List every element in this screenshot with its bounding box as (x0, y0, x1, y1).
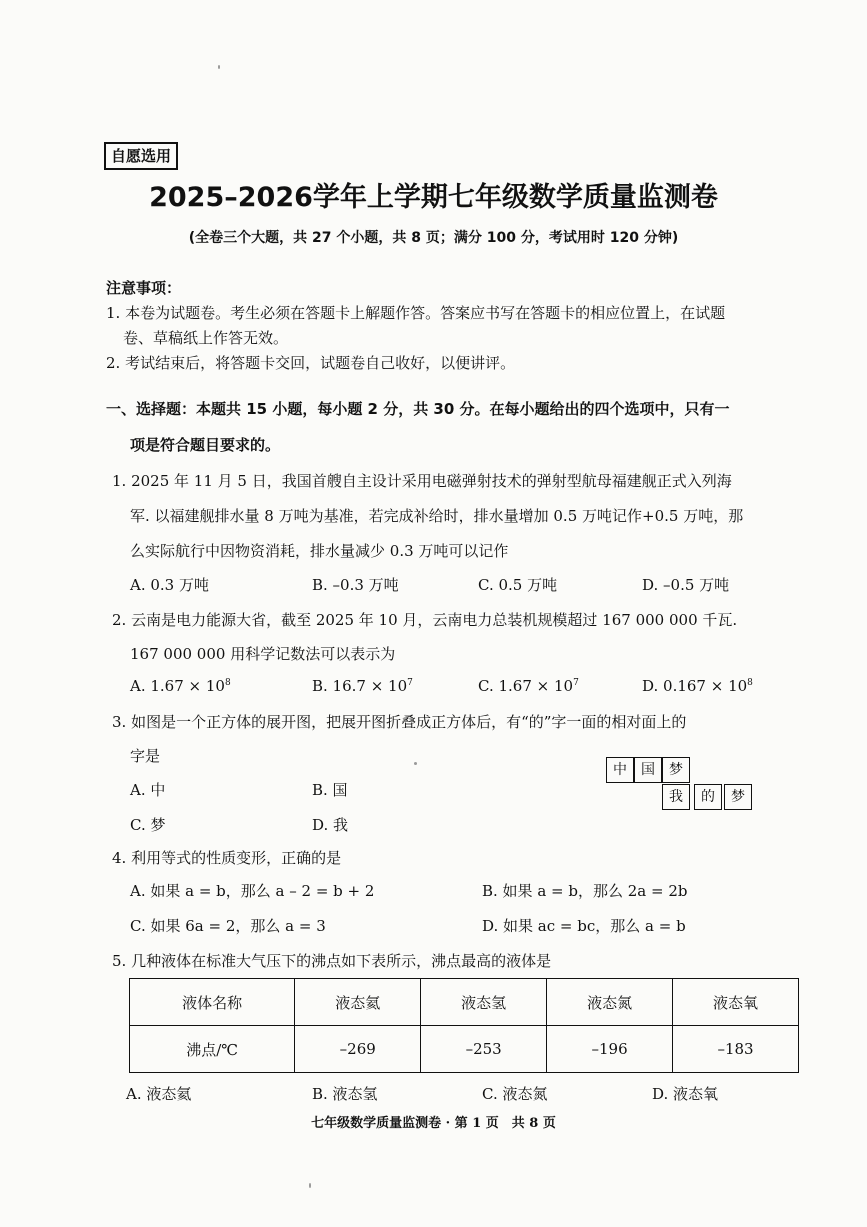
exam-subtitle: (全卷三个大题，共 27 个小题，共 8 页；满分 100 分，考试用时 120 分钟) (188, 230, 679, 246)
scan-speck (414, 762, 417, 765)
table-row (130, 1026, 799, 1073)
table-cell: 沸点/℃ (130, 1026, 295, 1073)
net-cell-3: 梦 (662, 757, 690, 783)
exam-title: 2025–2026学年上学期七年级数学质量监测卷 (149, 182, 718, 213)
notice-item-2: 2. 考试结束后，将答题卡交回，试题卷自己收好，以便讲评。 (106, 354, 516, 372)
boiling-point-table (129, 978, 799, 1073)
q4-option-c: C. 如果 6a = 2，那么 a = 3 (130, 917, 326, 935)
q4-line: 4. 利用等式的性质变形，正确的是 (112, 849, 342, 867)
q5-option-b: B. 液态氢 (312, 1085, 378, 1103)
notice-item-1-cont: 卷、草稿纸上作答无效。 (123, 329, 289, 347)
table-cell: –269 (295, 1026, 421, 1073)
table-header-row (130, 979, 799, 1026)
q1-option-b: B. –0.3 万吨 (312, 576, 399, 594)
q3-option-d: D. 我 (312, 816, 349, 834)
net-cell-2: 国 (634, 757, 662, 783)
net-cell-4: 我 (662, 784, 690, 810)
scan-speck (309, 1183, 311, 1188)
q1-option-d: D. –0.5 万吨 (642, 576, 730, 594)
q5-line: 5. 几种液体在标准大气压下的沸点如下表所示，沸点最高的液体是 (112, 952, 552, 970)
table-cell: –253 (421, 1026, 547, 1073)
q1-line-1: 1. 2025 年 11 月 5 日，我国首艘自主设计采用电磁弹射技术的弹射型航母福建舰正式入列海 (112, 472, 732, 490)
q3-option-b: B. 国 (312, 781, 348, 799)
optional-tag: 自愿选用 (104, 142, 178, 170)
table-cell: 液体名称 (130, 979, 295, 1026)
q4-option-b: B. 如果 a = b，那么 2a = 2b (482, 882, 688, 900)
table-cell: 液态氧 (673, 979, 799, 1026)
q4-option-a: A. 如果 a = b，那么 a – 2 = b + 2 (130, 882, 375, 900)
q1-option-c: C. 0.5 万吨 (478, 576, 558, 594)
notice-heading: 注意事项： (106, 279, 182, 297)
q2-option-c: C. $1.67 \times 10^7$ (478, 677, 579, 695)
table-cell: 液态氮 (547, 979, 673, 1026)
table-cell: 液态氢 (421, 979, 547, 1026)
q2-option-d: D. $0.167 \times 10^8$ (642, 677, 753, 695)
q3-option-c: C. 梦 (130, 816, 166, 834)
q1-option-a: A. 0.3 万吨 (130, 576, 209, 594)
net-cell-6: 梦 (724, 784, 752, 810)
q1-line-3: 么实际航行中因物资消耗，排水量减少 0.3 万吨可以记作 (130, 542, 509, 560)
q3-option-a: A. 中 (130, 781, 166, 799)
notice-item-1: 1. 本卷为试题卷。考生必须在答题卡上解题作答。答案应书写在答题卡的相应位置上，在试题 (106, 304, 726, 322)
section-1-heading-cont: 项是符合题目要求的。 (130, 436, 281, 454)
q2-option-a: A. $1.67 \times 10^8$ (130, 677, 231, 695)
table-cell: –183 (673, 1026, 799, 1073)
scan-speck (218, 65, 220, 69)
net-cell-5: 的 (694, 784, 722, 810)
q2-line-1: 2. 云南是电力能源大省，截至 2025 年 10 月，云南电力总装机规模超过 167 000 000 千瓦. (112, 611, 738, 629)
q2-line-2: 167 000 000 用科学记数法可以表示为 (130, 645, 396, 663)
q1-line-2: 军. 以福建舰排水量 8 万吨为基准，若完成补给时，排水量增加 0.5 万吨记作+0.5 万吨，那 (130, 507, 744, 525)
q3-line-1: 3. 如图是一个正方体的展开图，把展开图折叠成正方体后，有“的”字一面的相对面上的 (112, 713, 687, 731)
table-cell: 液态氦 (295, 979, 421, 1026)
q3-line-2: 字是 (130, 747, 161, 765)
q5-option-a: A. 液态氦 (126, 1085, 192, 1103)
page-footer: 七年级数学质量监测卷 · 第 1 页 共 8 页 (311, 1116, 556, 1131)
q5-option-c: C. 液态氮 (482, 1085, 548, 1103)
q2-option-b: B. $16.7 \times 10^7$ (312, 677, 413, 695)
q5-option-d: D. 液态氧 (652, 1085, 719, 1103)
net-cell-1: 中 (606, 757, 634, 783)
q4-option-d: D. 如果 ac = bc，那么 a = b (482, 917, 686, 935)
table-cell: –196 (547, 1026, 673, 1073)
section-1-heading: 一、选择题：本题共 15 小题，每小题 2 分，共 30 分。在每小题给出的四个选项中，只有一 (106, 400, 730, 418)
